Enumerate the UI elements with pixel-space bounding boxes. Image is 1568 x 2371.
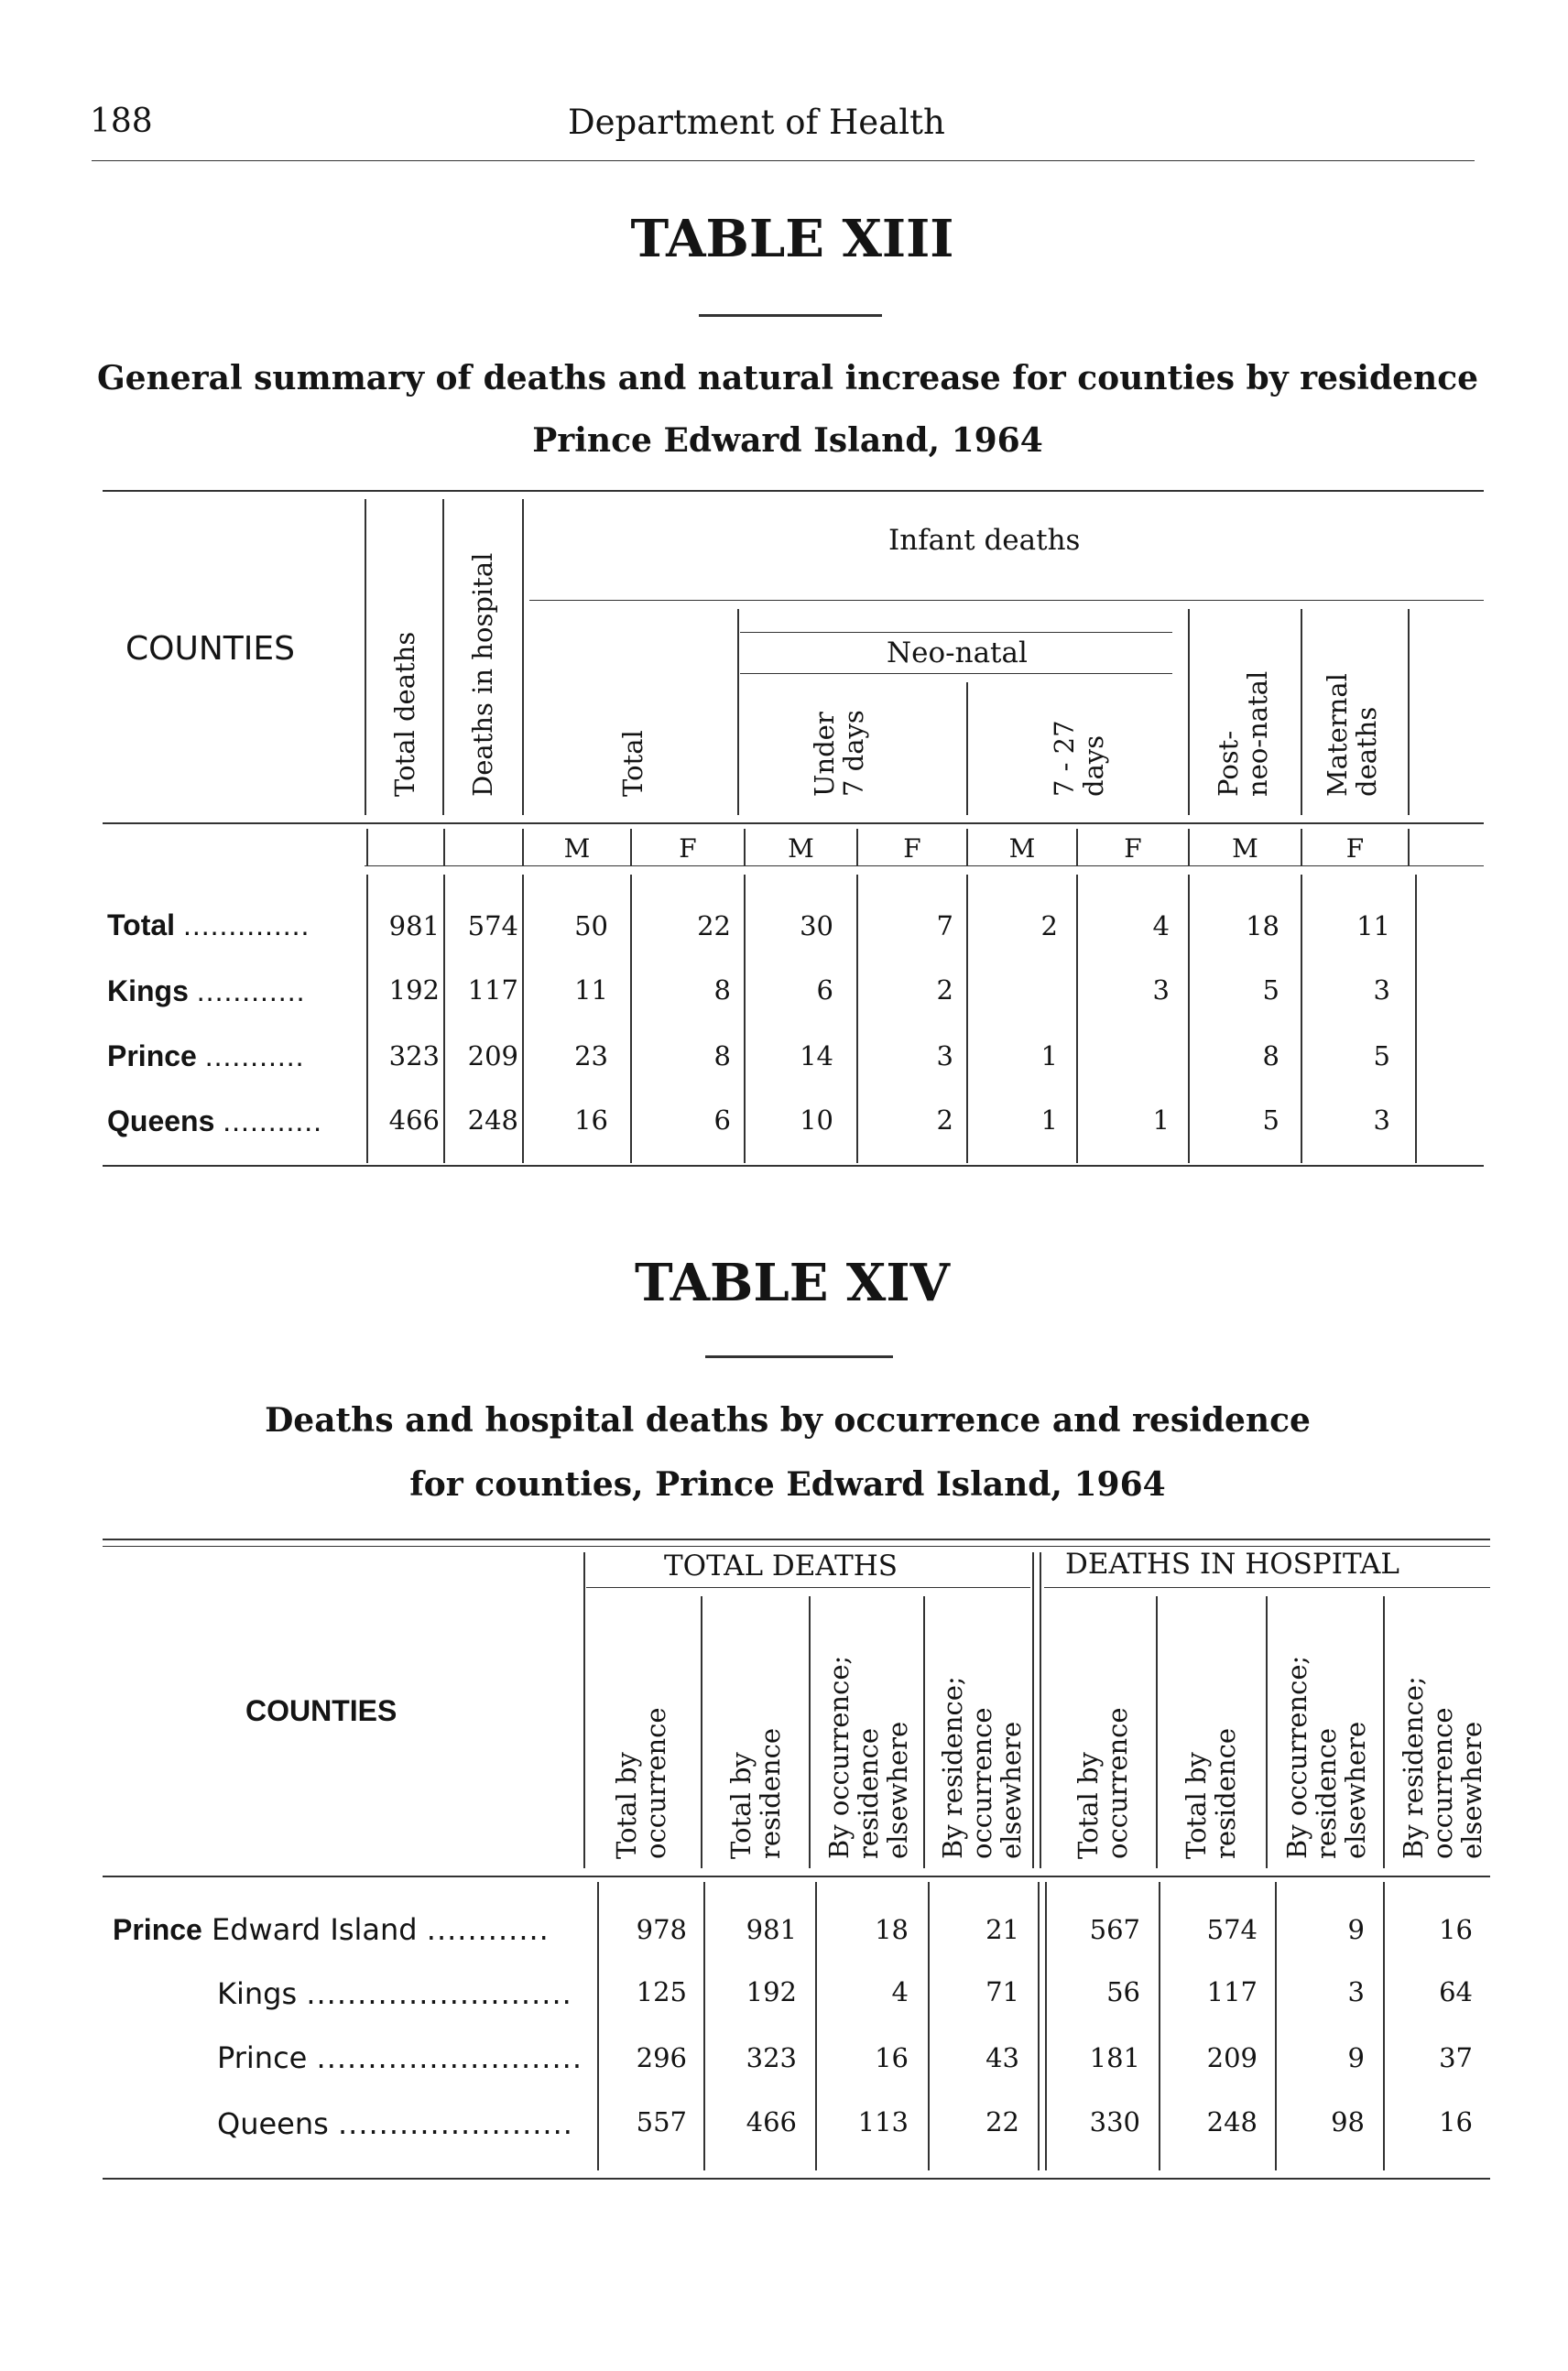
cell-value: 7 [936, 910, 953, 941]
table13-header-infant-deaths: Infant deaths [888, 524, 1081, 557]
cell-value: 10 [800, 1104, 833, 1136]
cell-value: 9 [1347, 2042, 1365, 2073]
cell-value: 2 [936, 974, 953, 1006]
table13-sex-label: M [563, 833, 591, 864]
leader-dots: ........... [223, 1104, 323, 1137]
cell-value: 981 [388, 910, 440, 941]
cell-value: 98 [1331, 2106, 1365, 2137]
head-rule [92, 160, 1475, 161]
row-label: Queens [107, 1104, 215, 1137]
row-label: Kings [107, 974, 189, 1007]
cell-value: 64 [1439, 1976, 1473, 2007]
cell-value: 1 [1040, 1104, 1058, 1136]
table13-header-under-7-days: Under 7 days [809, 710, 869, 797]
row-label: Kings [217, 1976, 298, 2011]
cell-value: 71 [985, 1976, 1019, 2007]
table14-header-deaths-in-hospital: DEATHS IN HOSPITAL [1065, 1548, 1399, 1581]
cell-value: 43 [985, 2042, 1019, 2073]
cell-value: 567 [1089, 1914, 1140, 1945]
cell-value: 5 [1262, 974, 1279, 1006]
row-label: Prince [107, 1039, 197, 1072]
cell-value: 113 [857, 2106, 909, 2137]
cell-value: 192 [388, 974, 440, 1006]
table13-header-neo-natal: Neo-natal [887, 636, 1028, 669]
cell-value: 14 [800, 1040, 833, 1071]
cell-value: 21 [985, 1914, 1019, 1945]
row-label: Total [107, 908, 176, 941]
leader-dots: ....................... [337, 2106, 573, 2141]
cell-value: 978 [636, 1914, 687, 1945]
cell-value: 11 [1356, 910, 1390, 941]
cell-value: 1 [1040, 1040, 1058, 1071]
cell-value: 56 [1106, 1976, 1140, 2007]
cell-value: 296 [636, 2042, 687, 2073]
table13-header-total: Total [617, 730, 648, 797]
cell-value: 16 [1439, 2106, 1473, 2137]
row-label: Prince [217, 2040, 308, 2075]
table14-col-header: Total by residence [725, 1728, 786, 1859]
table13-header-7-27-days: 7 - 27 days [1049, 720, 1109, 797]
table13-subtitle-2: Prince Edward Island, 1964 [532, 421, 1043, 460]
cell-value: 3 [1373, 1104, 1390, 1136]
cell-value: 9 [1347, 1914, 1365, 1945]
cell-value: 5 [1262, 1104, 1279, 1136]
cell-value: 3 [1347, 1976, 1365, 2007]
cell-value: 981 [746, 1914, 797, 1945]
cell-value: 574 [467, 910, 518, 941]
leader-dots: .......................... [306, 1976, 572, 2011]
cell-value: 2 [1040, 910, 1058, 941]
cell-value: 6 [816, 974, 833, 1006]
row-label: Queens [217, 2106, 329, 2141]
cell-value: 18 [875, 1914, 909, 1945]
table14-title: TABLE XIV [634, 1253, 951, 1313]
table14-subtitle-1: Deaths and hospital deaths by occurrence and residence [265, 1401, 1311, 1440]
table14-col-header: Total by occurrence [611, 1707, 671, 1859]
cell-value: 248 [1206, 2106, 1258, 2137]
leader-dots: .............. [182, 908, 310, 941]
table13-header-counties: COUNTIES [125, 630, 295, 668]
cell-value: 117 [467, 974, 518, 1006]
table13-sex-label: F [1345, 833, 1365, 864]
cell-value: 5 [1373, 1040, 1390, 1071]
cell-value: 18 [1246, 910, 1279, 941]
cell-value: 323 [746, 2042, 797, 2073]
cell-value: 16 [1439, 1914, 1473, 1945]
table14-title-rule [705, 1355, 893, 1358]
cell-value: 8 [713, 1040, 731, 1071]
cell-value: 11 [574, 974, 608, 1006]
running-head: Department of Health [568, 103, 945, 142]
table13-sex-label: M [1232, 833, 1258, 864]
cell-value: 3 [1373, 974, 1390, 1006]
cell-value: 6 [713, 1104, 731, 1136]
table13-header-total-deaths: Total deaths [389, 631, 420, 797]
table14-header-counties: COUNTIES [245, 1694, 397, 1727]
table14-col-header: By occurrence; residence elsewhere [823, 1655, 913, 1859]
table13-sex-label: F [1124, 833, 1142, 864]
leader-dots: ............ [196, 974, 306, 1007]
cell-value: 22 [985, 2106, 1019, 2137]
leader-dots: ............ [426, 1912, 550, 1947]
table14-col-header: By residence; occurrence elsewhere [1398, 1676, 1487, 1859]
table13-sex-label: M [788, 833, 814, 864]
table13-subtitle-1: General summary of deaths and natural increase for counties by residence [96, 359, 1479, 397]
table13-sex-label: M [1008, 833, 1036, 864]
cell-value: 4 [1152, 910, 1170, 941]
cell-value: 8 [713, 974, 731, 1006]
table14-subtitle-2: for counties, Prince Edward Island, 1964 [409, 1465, 1166, 1504]
cell-value: 117 [1206, 1976, 1258, 2007]
cell-value: 466 [388, 1104, 440, 1136]
cell-value: 22 [697, 910, 731, 941]
leader-dots: ........... [204, 1039, 305, 1072]
cell-value: 209 [467, 1040, 518, 1071]
cell-value: 23 [574, 1040, 608, 1071]
cell-value: 4 [891, 1976, 909, 2007]
cell-value: 37 [1439, 2042, 1473, 2073]
table13-sex-label: F [903, 833, 921, 864]
cell-value: 192 [746, 1976, 797, 2007]
cell-value: 8 [1262, 1040, 1279, 1071]
table14-col-header: Total by occurrence [1073, 1707, 1133, 1859]
table13-title: TABLE XIII [630, 209, 954, 269]
cell-value: 209 [1206, 2042, 1258, 2073]
cell-value: 125 [636, 1976, 687, 2007]
table13-title-rule [699, 314, 882, 317]
cell-value: 50 [574, 910, 608, 941]
cell-value: 1 [1152, 1104, 1170, 1136]
row-label: Edward Island [212, 1912, 418, 1947]
cell-value: 466 [746, 2106, 797, 2137]
cell-value: 16 [574, 1104, 608, 1136]
table13-header-maternal-deaths: Maternal deaths [1322, 673, 1382, 797]
cell-value: 3 [936, 1040, 953, 1071]
table14-col-header: By occurrence; residence elsewhere [1281, 1655, 1371, 1859]
cell-value: 3 [1152, 974, 1170, 1006]
table13-sex-label: F [679, 833, 697, 864]
cell-value: 16 [875, 2042, 909, 2073]
row-label-bold: Prince [113, 1913, 202, 1946]
cell-value: 30 [800, 910, 833, 941]
cell-value: 2 [936, 1104, 953, 1136]
table13-header-post-neo-natal: Post- neo-natal [1213, 670, 1273, 797]
page-number: 188 [90, 103, 153, 140]
cell-value: 330 [1089, 2106, 1140, 2137]
leader-dots: .......................... [316, 2040, 583, 2075]
cell-value: 181 [1089, 2042, 1140, 2073]
cell-value: 323 [388, 1040, 440, 1071]
table14-header-total-deaths: TOTAL DEATHS [664, 1550, 898, 1582]
table13-header-deaths-in-hospital: Deaths in hospital [467, 552, 498, 797]
cell-value: 248 [467, 1104, 518, 1136]
table14-col-header: Total by residence [1181, 1728, 1241, 1859]
cell-value: 557 [636, 2106, 687, 2137]
table14-col-header: By residence; occurrence elsewhere [937, 1676, 1027, 1859]
cell-value: 574 [1206, 1914, 1258, 1945]
